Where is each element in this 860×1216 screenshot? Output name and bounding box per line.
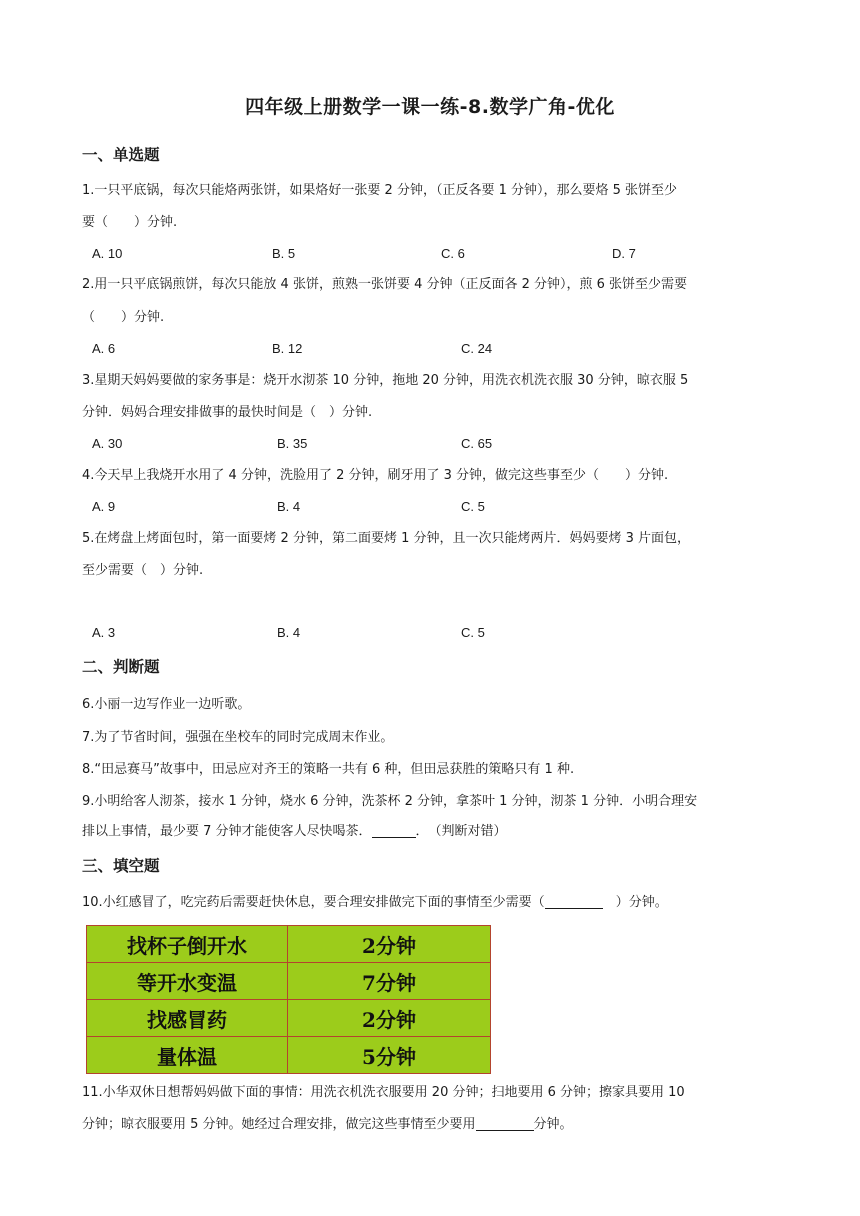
question-2-option-a[interactable]: A. 6	[92, 341, 116, 356]
question-7: 7.为了节省时间，强强在坐校车的同时完成周末作业。	[82, 730, 394, 745]
question-3-option-b[interactable]: B. 35	[277, 436, 308, 451]
question-3-option-c[interactable]: C. 65	[461, 436, 493, 451]
question-9-suffix: ． （判断对错）	[415, 824, 507, 839]
question-11-text: 分钟；晾衣服要用 5 分钟。她经过合理安排，做完这些事情至少要用	[82, 1117, 476, 1132]
table-row	[87, 1000, 491, 1037]
question-6: 6.小丽一边写作业一边听歌。	[82, 697, 251, 712]
question-9-text: 排以上事情，最少要 7 分钟才能使客人尽快喝茶．	[82, 824, 372, 839]
table-cell-task: 找感冒药	[87, 1000, 288, 1037]
question-11-suffix: 分钟。	[533, 1117, 573, 1132]
section-heading-true-false: 二、判断题	[82, 658, 160, 676]
table-row	[87, 926, 491, 963]
task-duration-table	[86, 925, 491, 1074]
question-9-line-1: 9.小明给客人沏茶，接水 1 分钟，烧水 6 分钟，洗茶杯 2 分钟，拿茶叶 1 分钟，沏茶 1 分钟．小明合理安	[82, 794, 698, 809]
question-3-option-a[interactable]: A. 30	[92, 436, 123, 451]
question-11-line-1: 11.小华双休日想帮妈妈做下面的事情：用洗衣机洗衣服要用 20 分钟；扫地要用 6 分钟；擦家具要用 10	[82, 1085, 685, 1100]
section-heading-fill-blank: 三、填空题	[82, 857, 160, 875]
table-cell-task: 找杯子倒开水	[87, 926, 288, 963]
table-cell-duration: 5分钟	[288, 1037, 491, 1074]
question-2-option-b[interactable]: B. 12	[272, 341, 303, 356]
question-1-option-b[interactable]: B. 5	[272, 246, 296, 261]
section-heading-single-choice: 一、单选题	[82, 146, 160, 164]
table-row	[87, 1037, 491, 1074]
question-11-answer-blank[interactable]	[476, 1116, 534, 1131]
question-4-option-c[interactable]: C. 5	[461, 499, 485, 514]
question-10-text: 10.小红感冒了，吃完药后需要赶快休息，要合理安排做完下面的事情至少需要（	[82, 895, 545, 910]
question-3-line-1: 3.星期天妈妈要做的家务事是：烧开水沏茶 10 分钟，拖地 20 分钟，用洗衣机洗衣服 30 分钟，晾衣服 5	[82, 373, 689, 388]
table-cell-duration: 2分钟	[288, 1000, 491, 1037]
question-2-line-1: 2.用一只平底锅煎饼，每次只能放 4 张饼，煎熟一张饼要 4 分钟（正反面各 2 分钟），煎 6 张饼至少需要	[82, 277, 688, 292]
question-10-answer-blank[interactable]	[545, 894, 603, 909]
question-1-line-1: 1.一只平底锅，每次只能烙两张饼，如果烙好一张要 2 分钟，（正反各要 1 分钟），那么要烙 5 张饼至少	[82, 183, 678, 198]
question-1-line-2: 要（ ）分钟.	[82, 215, 178, 230]
question-8: 8.“田忌赛马”故事中，田忌应对齐王的策略一共有 6 种，但田忌获胜的策略只有 1 种.	[82, 762, 575, 777]
table-cell-duration: 7分钟	[288, 963, 491, 1000]
question-9-answer-blank[interactable]	[372, 823, 416, 838]
table-cell-duration: 2分钟	[288, 926, 491, 963]
question-5-line-1: 5.在烤盘上烤面包时，第一面要烤 2 分钟，第二面要烤 1 分钟，且一次只能烤两片．妈妈要烤 3 片面包，	[82, 531, 691, 546]
table-cell-task: 等开水变温	[87, 963, 288, 1000]
question-5-option-c[interactable]: C. 5	[461, 625, 485, 640]
question-1-option-a[interactable]: A. 10	[92, 246, 123, 261]
question-9-line-2	[82, 823, 782, 841]
question-10-line	[82, 894, 782, 912]
question-5-option-b[interactable]: B. 4	[277, 625, 301, 640]
question-4-line-1: 4.今天早上我烧开水用了 4 分钟，洗脸用了 2 分钟，刷牙用了 3 分钟，做完这些事至少（ ）分钟.	[82, 468, 669, 483]
question-1-option-c[interactable]: C. 6	[441, 246, 465, 261]
question-4-option-b[interactable]: B. 4	[277, 499, 301, 514]
question-11-line-2	[82, 1116, 782, 1134]
question-5-option-a[interactable]: A. 3	[92, 625, 116, 640]
page-title: 四年级上册数学一课一练-8.数学广角-优化	[245, 96, 615, 118]
question-2-option-c[interactable]: C. 24	[461, 341, 493, 356]
question-1-option-d[interactable]: D. 7	[612, 246, 636, 261]
question-3-line-2: 分钟．妈妈合理安排做事的最快时间是（ ）分钟.	[82, 405, 373, 420]
question-10-suffix: ）分钟。	[602, 895, 668, 910]
question-5-line-2: 至少需要（ ）分钟.	[82, 563, 204, 578]
question-2-line-2: （ ）分钟.	[82, 310, 165, 325]
table-row	[87, 963, 491, 1000]
question-4-option-a[interactable]: A. 9	[92, 499, 116, 514]
table-cell-task: 量体温	[87, 1037, 288, 1074]
